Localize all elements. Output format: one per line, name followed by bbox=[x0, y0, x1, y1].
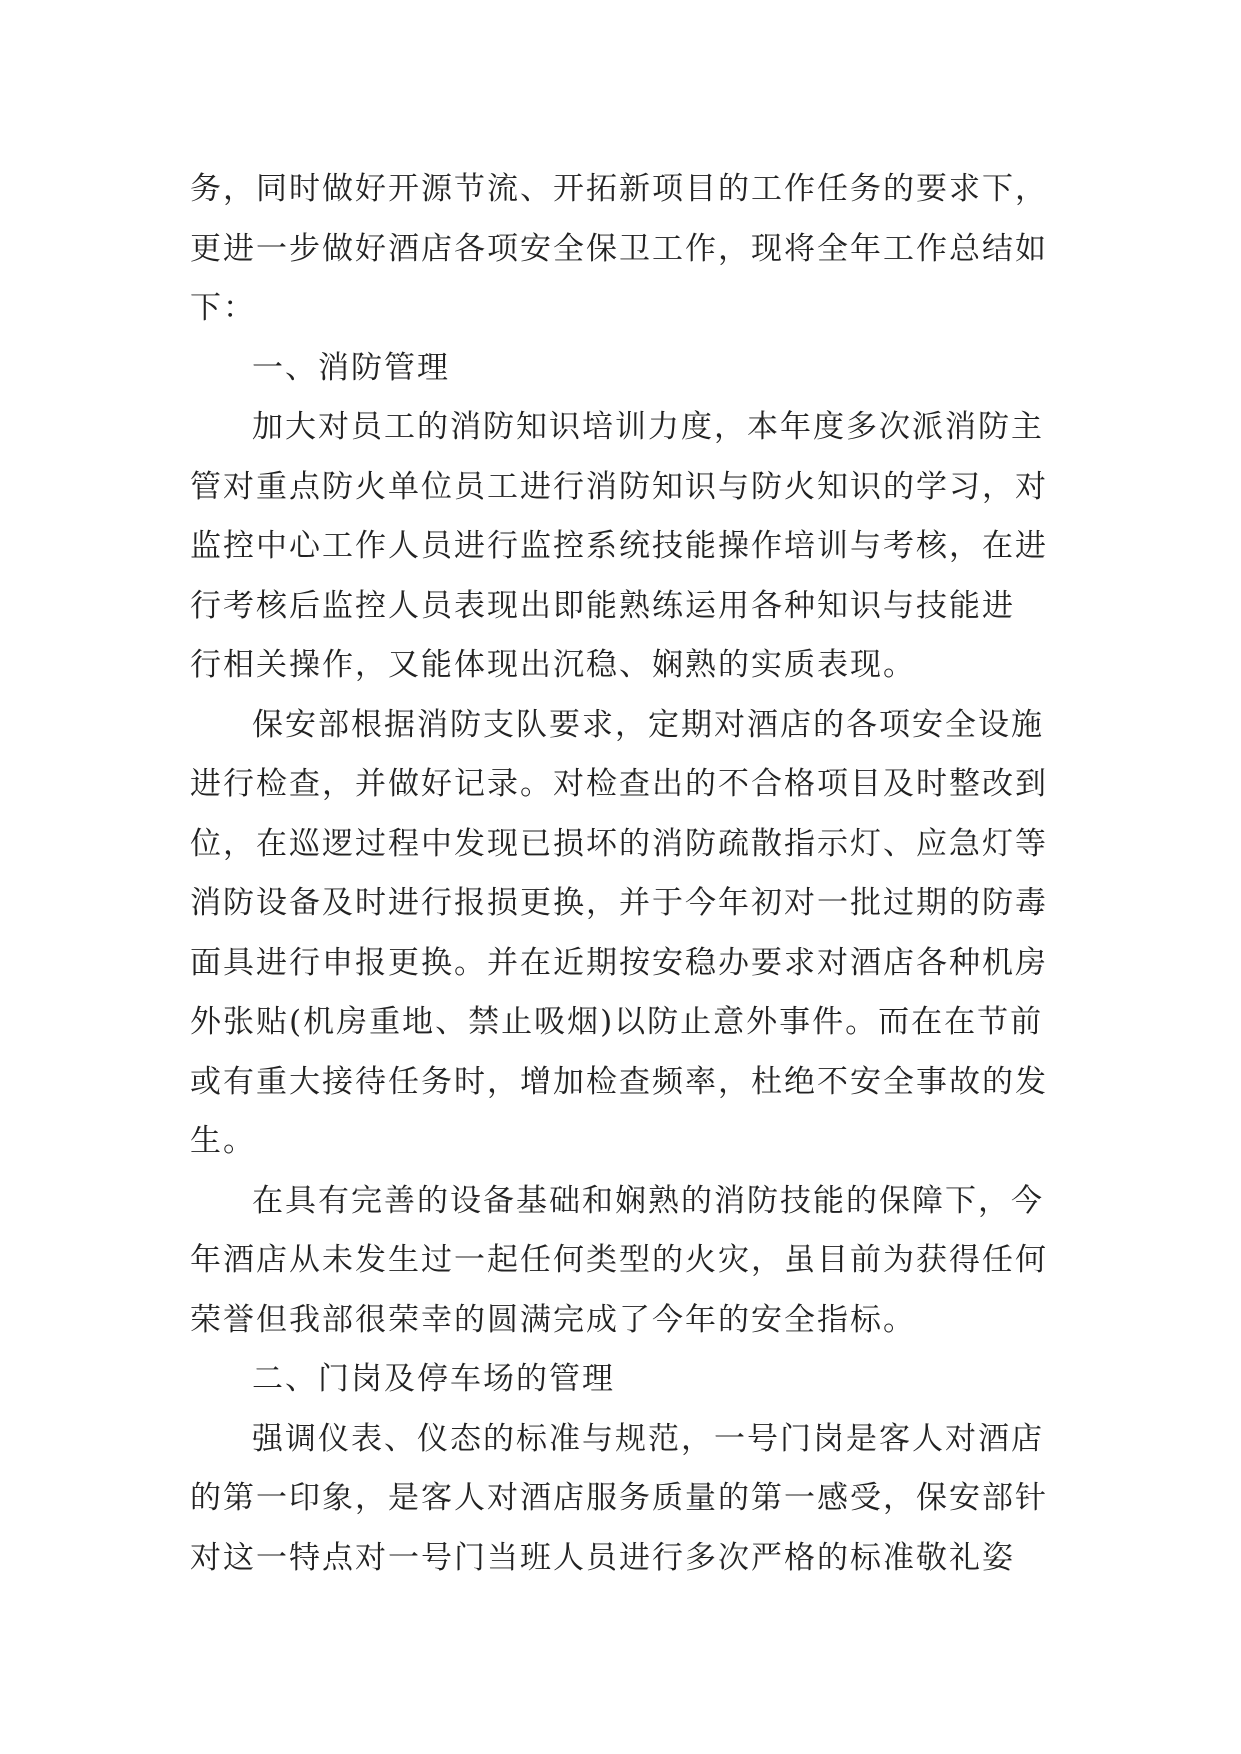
body-line: 在具有完善的设备基础和娴熟的消防技能的保障下，今 bbox=[252, 1182, 1044, 1219]
body-line: 进行检查，并做好记录。对检查出的不合格项目及时整改到 bbox=[190, 766, 1048, 802]
body-line: 务，同时做好开源节流、开拓新项目的工作任务的要求下， bbox=[190, 171, 1048, 207]
body-line: 或有重大接待任务时，增加检查频率，杜绝不安全事故的发 bbox=[190, 1063, 1048, 1100]
body-line: 外张贴(机房重地、禁止吸烟)以防止意外事件。而在在节前 bbox=[190, 1004, 1044, 1040]
body-line: 保安部根据消防支队要求，定期对酒店的各项安全设施 bbox=[252, 706, 1044, 743]
body-line: 下： bbox=[190, 290, 256, 326]
body-line: 强调仪表、仪态的标准与规范，一号门岗是客人对酒店 bbox=[252, 1420, 1044, 1457]
section-heading-fire-management: 一、消防管理 bbox=[252, 349, 450, 386]
body-line: 面具进行申报更换。并在近期按安稳办要求对酒店各种机房 bbox=[190, 944, 1048, 981]
body-line: 消防设备及时进行报损更换，并于今年初对一批过期的防毒 bbox=[190, 885, 1048, 921]
body-line: 管对重点防火单位员工进行消防知识与防火知识的学习，对 bbox=[190, 468, 1048, 505]
section-heading-gate-parking: 二、门岗及停车场的管理 bbox=[252, 1361, 615, 1397]
body-line: 更进一步做好酒店各项安全保卫工作，现将全年工作总结如 bbox=[190, 230, 1048, 267]
body-line: 行相关操作，又能体现出沉稳、娴熟的实质表现。 bbox=[190, 647, 916, 683]
body-line: 位，在巡逻过程中发现已损坏的消防疏散指示灯、应急灯等 bbox=[190, 825, 1048, 862]
body-line: 加大对员工的消防知识培训力度，本年度多次派消防主 bbox=[252, 409, 1044, 445]
document-body bbox=[190, 160, 1060, 1588]
body-line: 行考核后监控人员表现出即能熟练运用各种知识与技能进 bbox=[190, 587, 1015, 624]
body-line: 年酒店从未发生过一起任何类型的火灾，虽目前为获得任何 bbox=[190, 1242, 1048, 1278]
body-line: 生。 bbox=[190, 1123, 256, 1159]
body-line: 监控中心工作人员进行监控系统技能操作培训与考核，在进 bbox=[190, 528, 1048, 564]
body-line: 的第一印象，是客人对酒店服务质量的第一感受，保安部针 bbox=[190, 1480, 1048, 1516]
body-line: 荣誉但我部很荣幸的圆满完成了今年的安全指标。 bbox=[190, 1301, 916, 1338]
body-line: 对这一特点对一号门当班人员进行多次严格的标准敬礼姿 bbox=[190, 1539, 1015, 1576]
